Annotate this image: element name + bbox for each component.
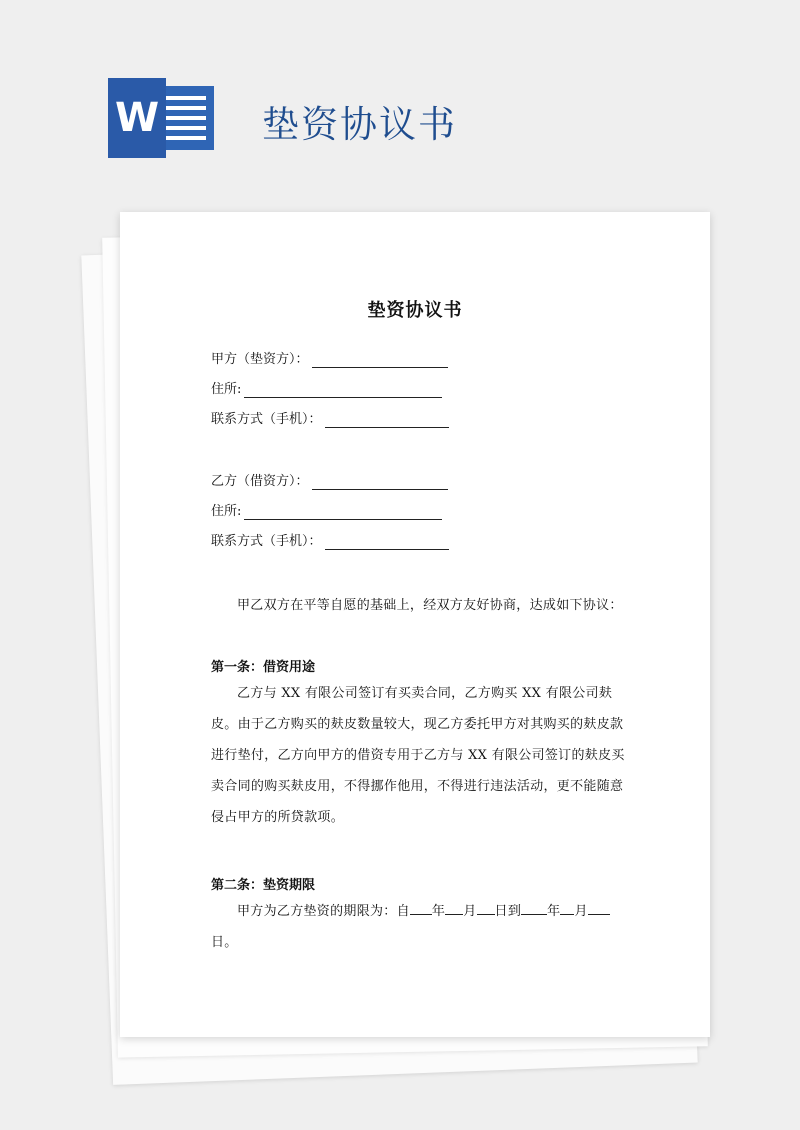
party-a-label: 甲方（垫资方）： — [211, 352, 309, 367]
party-a-address-field — [211, 382, 442, 398]
party-b-address-field — [211, 504, 442, 520]
end-year-blank — [521, 902, 547, 915]
party-a-contact-blank — [325, 413, 449, 428]
party-b-address-label: 住所: — [211, 504, 242, 519]
party-b-contact-label: 联系方式（手机）： — [211, 534, 322, 549]
term-text: 月 — [463, 904, 477, 919]
term-text: 年 — [431, 904, 446, 919]
party-b-label: 乙方（借资方）： — [211, 474, 309, 489]
party-b-contact-field — [211, 534, 449, 550]
party-a-contact-field — [211, 412, 449, 428]
party-a-contact-label: 联系方式（手机）： — [211, 412, 322, 427]
word-logo — [108, 78, 218, 158]
party-a-address-label: 住所: — [211, 382, 242, 397]
party-a-name-blank — [312, 353, 448, 368]
article-2-heading: 第二条：垫资期限 — [211, 878, 316, 893]
party-a-address-blank — [244, 383, 442, 398]
term-text: 日。 — [211, 935, 238, 950]
end-month-blank — [560, 902, 574, 915]
article-2-body — [211, 896, 625, 958]
party-b-name-field — [211, 474, 448, 490]
article-1-body: 乙方与 XX 有限公司签订有买卖合同，乙方购买 XX 有限公司麸皮。由于乙方购买的麸皮数量较大，现乙方委托甲方对其购买的麸皮款进行垫付，乙方向甲方的借资专用于乙方与 XX 有限公司签订的麸皮买卖合同的购买麸皮用，不得挪作他用，不得进行违法活动，更不能随意侵占甲方的所贷款项。 — [211, 686, 625, 825]
document-page — [120, 212, 710, 1037]
word-w-icon: W — [108, 78, 166, 158]
document-title: 垫资协议书 — [367, 300, 463, 321]
end-day-blank — [588, 902, 610, 915]
party-a-name-field — [211, 352, 448, 368]
party-b-contact-blank — [325, 535, 449, 550]
start-month-blank — [445, 902, 463, 915]
party-b-name-blank — [312, 475, 448, 490]
banner-title: 垫资协议书 — [262, 103, 457, 146]
term-text: 年 — [547, 904, 561, 919]
article-1-heading: 第一条：借资用途 — [211, 660, 316, 675]
intro-paragraph: 甲乙双方在平等自愿的基础上，经双方友好协商，达成如下协议： — [237, 598, 623, 613]
term-text: 月 — [574, 904, 588, 919]
start-year-blank — [410, 902, 432, 915]
start-day-blank — [477, 902, 495, 915]
party-b-address-blank — [244, 505, 442, 520]
term-text: 甲方为乙方垫资的期限为：自 — [237, 904, 410, 919]
term-text: 日到 — [494, 904, 522, 919]
